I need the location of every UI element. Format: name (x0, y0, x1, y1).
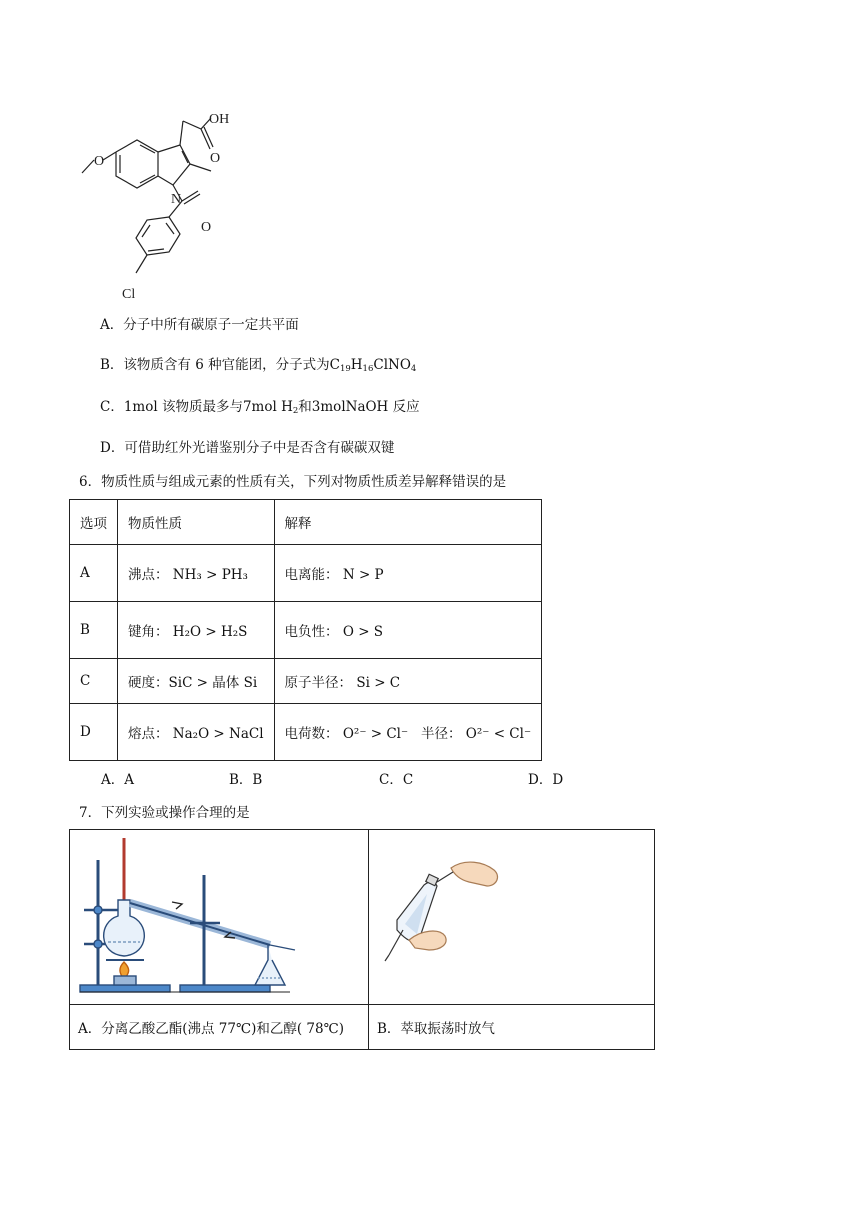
q6-header-property: 物质性质 (118, 500, 275, 545)
q6-row-explanation: 电负性： O > S (274, 602, 542, 659)
distillation-apparatus-image (70, 830, 368, 1000)
q5-option-c: C．1mol 该物质最多与7mol $H_2$和3molNaOH 反应 (100, 399, 420, 416)
q7-image-a-cell (70, 830, 369, 1005)
q6-row-explanation: 原子半径： Si > C (274, 659, 542, 704)
q6-row-option: B (70, 602, 118, 659)
q5-option-a: A．分子中所有碳原子一定共平面 (100, 317, 299, 333)
q6-answer-c: C．C (379, 772, 414, 788)
q6-question: 6．物质性质与组成元素的性质有关，下列对物质性质差异解释错误的是 (79, 474, 507, 490)
q6-answer-b: B．B (229, 772, 263, 788)
atom-label-o-carbonyl: O (210, 151, 221, 166)
q6-row (70, 659, 542, 704)
separatory-funnel-image (369, 830, 654, 1000)
q7-image-b-cell (369, 830, 655, 1005)
q6-row-option: C (70, 659, 118, 704)
atom-label-o-methoxy: O (94, 154, 105, 169)
q5-option-d: D．可借助红外光谱鉴别分子中是否含有碳碳双键 (100, 440, 395, 456)
q6-row (70, 704, 542, 761)
q7-caption-b: B．萃取振荡时放气 (369, 1005, 655, 1050)
atom-label-n: N (171, 192, 182, 207)
atom-label-cl: Cl (122, 287, 136, 302)
q6-row-property: 硬度：SiC > 晶体 Si (118, 659, 275, 704)
q7-question: 7．下列实验或操作合理的是 (79, 805, 250, 821)
q5-option-b-formula: $C_{19}H_{16}ClNO_4$ (329, 357, 417, 374)
q6-row-property: 熔点： Na₂O > NaCl (118, 704, 275, 761)
q6-table (69, 499, 542, 761)
q7-caption-a: A．分离乙酸乙酯(沸点 77℃)和乙醇( 78℃) (70, 1005, 369, 1050)
q6-answer-d: D．D (528, 772, 564, 788)
q6-row-property: 键角： H₂O > H₂S (118, 602, 275, 659)
atom-label-oh: OH (209, 112, 230, 127)
q6-answer-a: A．A (101, 772, 134, 788)
q7-table (69, 829, 655, 1050)
q5-option-b (100, 356, 416, 378)
q6-row-explanation: 电离能： N > P (274, 545, 542, 602)
q6-row-property: 沸点： NH₃ > PH₃ (118, 545, 275, 602)
atom-label-o-amide: O (201, 220, 212, 235)
q6-row-option: D (70, 704, 118, 761)
q6-row (70, 545, 542, 602)
molecule-structure (70, 105, 260, 305)
q6-row-explanation: 电荷数： O²⁻ > Cl⁻ 半径： O²⁻ < Cl⁻ (274, 704, 542, 761)
q5-option-b-text: B．该物质含有 6 种官能团，分子式为 (100, 357, 330, 373)
q6-header-option: 选项 (70, 500, 118, 545)
q6-row (70, 602, 542, 659)
q6-header-explanation: 解释 (274, 500, 542, 545)
q6-row-option: A (70, 545, 118, 602)
